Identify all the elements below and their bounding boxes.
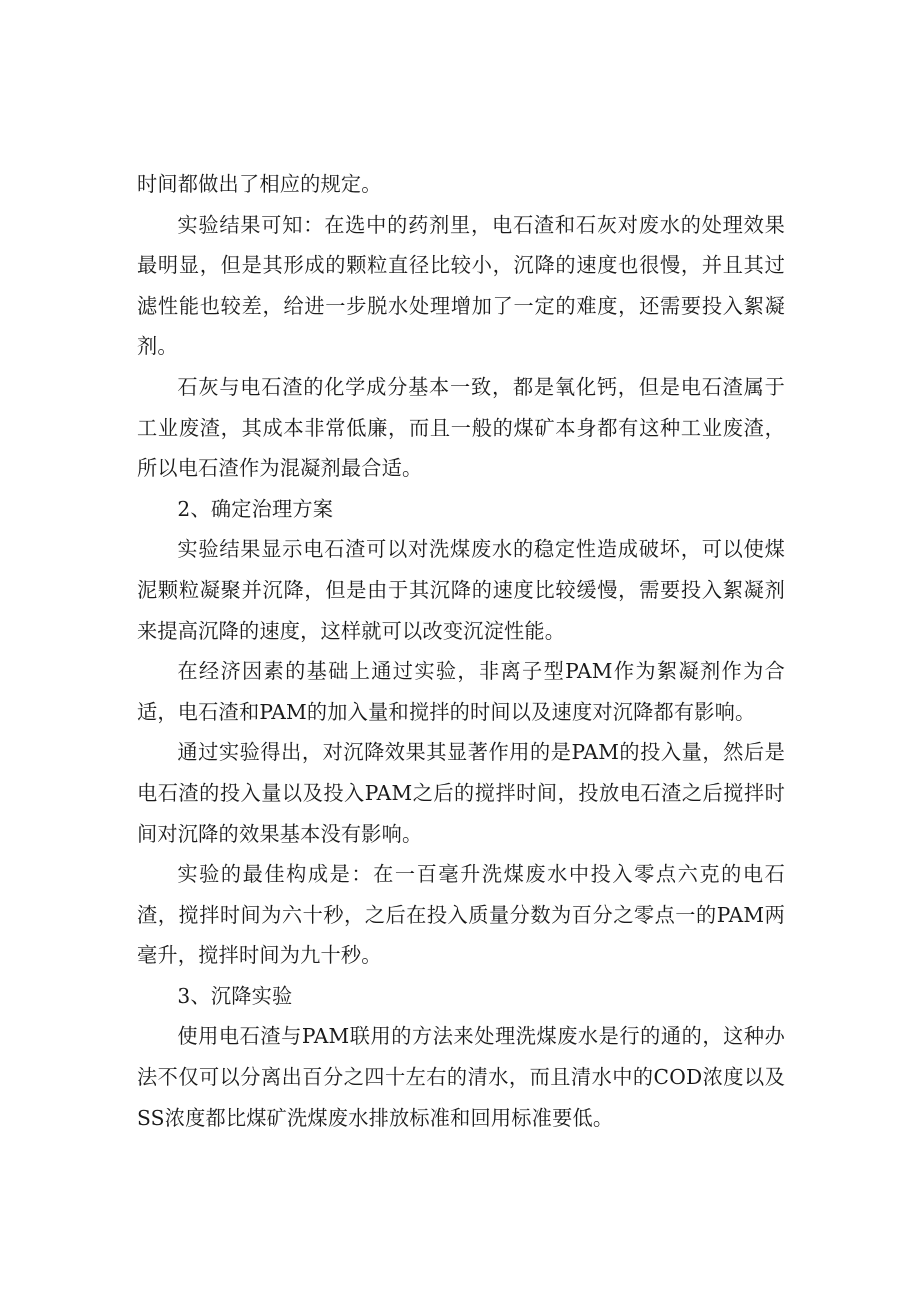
paragraph-optimal-composition: 实验的最佳构成是：在一百毫升洗煤废水中投入零点六克的电石渣，搅拌时间为六十秒，之后在投入质量分数为百分之零点一的PAM两毫升，搅拌时间为九十秒。 [137, 862, 785, 968]
paragraph-settling-experiment: 使用电石渣与PAM联用的方法来处理洗煤废水是行的通的，这种办法不仅可以分离出百分之四十左右的清水，而且清水中的COD浓度以及SS浓度都比煤矿洗煤废水排放标准和回用标准要低。 [137, 1024, 785, 1130]
document-body [137, 164, 785, 1138]
paragraph-experiment-results: 实验结果可知：在选中的药剂里，电石渣和石灰对废水的处理效果最明显，但是其形成的颗粒直径比较小，沉降的速度也很慢，并且其过滤性能也较差，给进一步脱水处理增加了一定的难度，还需要投入絮凝剂。 [137, 212, 785, 359]
paragraph-continuation: 时间都做出了相应的规定。 [137, 172, 382, 196]
section-heading-treatment-plan: 2、确定治理方案 [177, 496, 334, 521]
paragraph-lime-carbide-slag: 石灰与电石渣的化学成分基本一致，都是氧化钙，但是电石渣属于工业废渣，其成本非常低廉，而且一般的煤矿本身都有这种工业废渣，所以电石渣作为混凝剂最合适。 [137, 374, 785, 481]
paragraph-treatment-plan: 实验结果显示电石渣可以对洗煤废水的稳定性造成破坏，可以使煤泥颗粒凝聚并沉降，但是由于其沉降的速度比较缓慢，需要投入絮凝剂来提高沉降的速度，这样就可以改变沉淀性能。 [137, 537, 785, 643]
section-heading-settling-experiment: 3、沉降实验 [177, 983, 293, 1008]
paragraph-pam-flocculant: 在经济因素的基础上通过实验，非离子型PAM作为絮凝剂作为合适，电石渣和PAM的加入量和搅拌的时间以及速度对沉降都有影响。 [137, 659, 785, 724]
paragraph-pam-dosage-effect: 通过实验得出，对沉降效果其显著作用的是PAM的投入量，然后是电石渣的投入量以及投入PAM之后的搅拌时间，投放电石渣之后搅拌时间对沉降的效果基本没有影响。 [137, 740, 785, 846]
